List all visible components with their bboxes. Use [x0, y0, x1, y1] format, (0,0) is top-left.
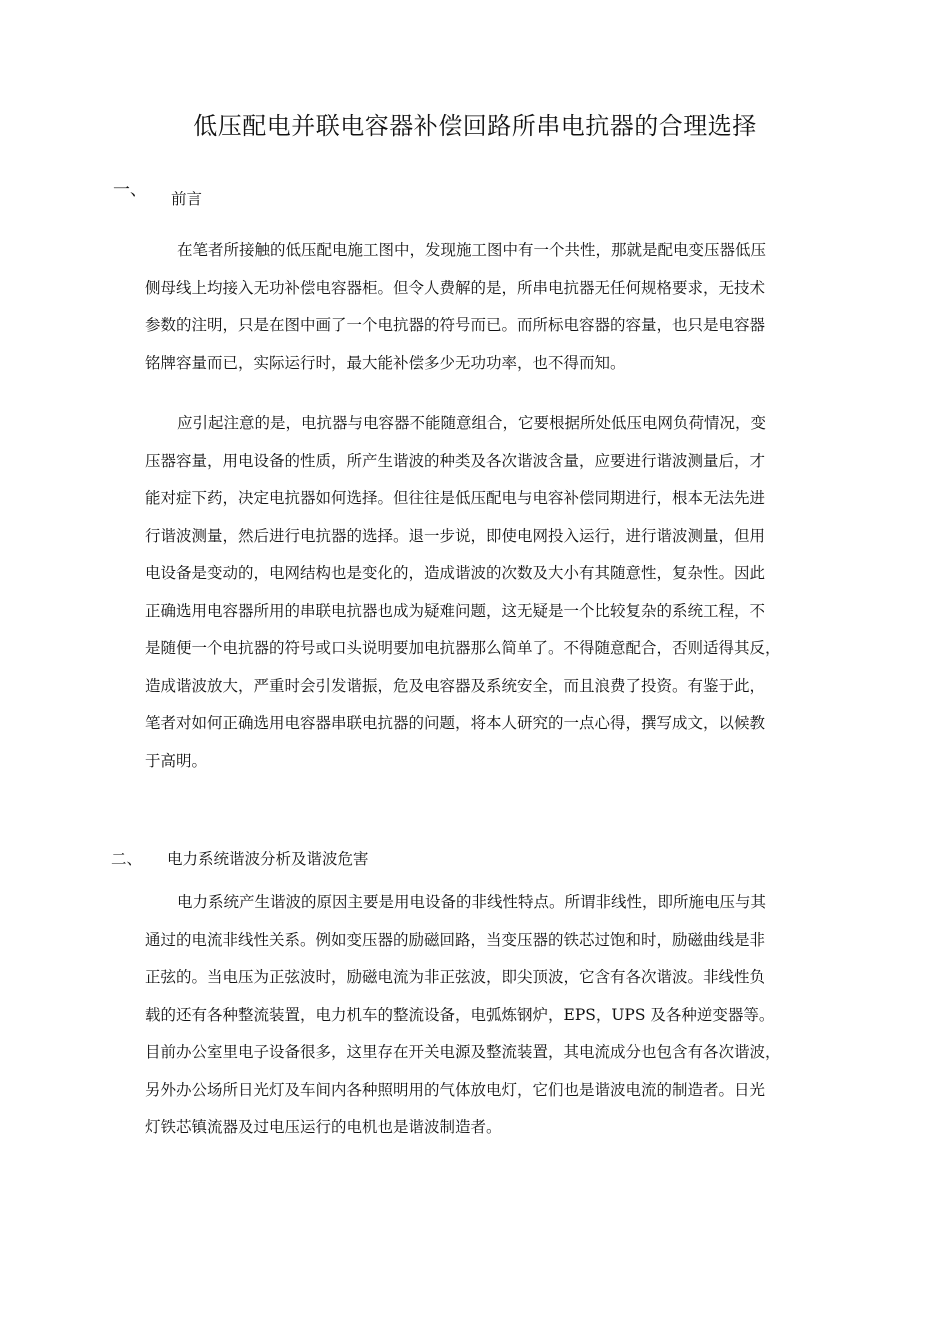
- text-line: 侧母线上均接入无功补偿电容器柜。但令人费解的是，所串电抗器无任何规格要求，无技术: [145, 278, 766, 297]
- section-title: 前言: [171, 190, 203, 208]
- text-line: 通过的电流非线性关系。例如变压器的励磁回路，当变压器的铁芯过饱和时，励磁曲线是非: [145, 930, 766, 949]
- text-line: 笔者对如何正确选用电容器串联电抗器的问题，将本人研究的一点心得，撰写成文，以候教: [145, 714, 766, 732]
- text-line: 正确选用电容器所用的串联电抗器也成为疑难问题，这无疑是一个比较复杂的系统工程，不: [145, 601, 766, 620]
- paragraph-3: [145, 884, 809, 1147]
- text-line: 正弦的。当电压为正弦波时，励磁电流为非正弦波，即尖顶波，它含有各次谐波。非线性负: [145, 968, 766, 986]
- section-number: 一、: [113, 180, 147, 200]
- text-line: 电设备是变动的，电网结构也是变化的，造成谐波的次数及大小有其随意性，复杂性。因此: [145, 564, 766, 582]
- page-title: 低压配电并联电容器补偿回路所串电抗器的合理选择: [193, 112, 757, 140]
- text-line: 载的还有各种整流装置，电力机车的整流设备，电弧炼钢炉，EPS，UPS 及各种逆变器等。: [145, 1005, 775, 1024]
- text-line: 电力系统产生谐波的原因主要是用电设备的非线性特点。所谓非线性，即所施电压与其: [177, 893, 767, 911]
- text-line: 造成谐波放大，严重时会引发谐振，危及电容器及系统安全，而且浪费了投资。有鉴于此，: [145, 676, 766, 695]
- text-line: 在笔者所接触的低压配电施工图中，发现施工图中有一个共性，那就是配电变压器低压: [177, 241, 767, 259]
- text-line: 参数的注明，只是在图中画了一个电抗器的符号而已。而所标电容器的容量，也只是电容器: [145, 316, 766, 334]
- section-title: 电力系统谐波分析及谐波危害: [167, 850, 369, 868]
- text-line: 是随便一个电抗器的符号或口头说明要加电抗器那么简单了。不得随意配合，否则适得其反，: [145, 639, 781, 657]
- section-number: 二、: [111, 850, 143, 868]
- text-line: 铭牌容量而已，实际运行时，最大能补偿多少无功功率，也不得而知。: [145, 353, 626, 372]
- text-line: 压器容量，用电设备的性质，所产生谐波的种类及各次谐波含量，应要进行谐波测量后，才: [145, 451, 766, 470]
- text-line: 行谐波测量，然后进行电抗器的选择。退一步说，即使电网投入运行，进行谐波测量，但用: [145, 526, 766, 545]
- paragraph-2: [145, 405, 809, 780]
- text-line: 另外办公场所日光灯及车间内各种照明用的气体放电灯，它们也是谐波电流的制造者。日光: [145, 1080, 766, 1099]
- text-line: 灯铁芯镇流器及过电压运行的电机也是谐波制造者。: [145, 1118, 502, 1136]
- text-line: 能对症下药，决定电抗器如何选择。但往往是低压配电与电容补偿同期进行，根本无法先进: [145, 489, 766, 507]
- text-line: 应引起注意的是，电抗器与电容器不能随意组合，它要根据所处低压电网负荷情况，变: [177, 414, 767, 432]
- paragraph-1: [145, 232, 809, 382]
- text-line: 于高明。: [145, 751, 208, 770]
- text-line: 目前办公室里电子设备很多，这里存在开关电源及整流装置，其电流成分也包含有各次谐波，: [145, 1043, 781, 1061]
